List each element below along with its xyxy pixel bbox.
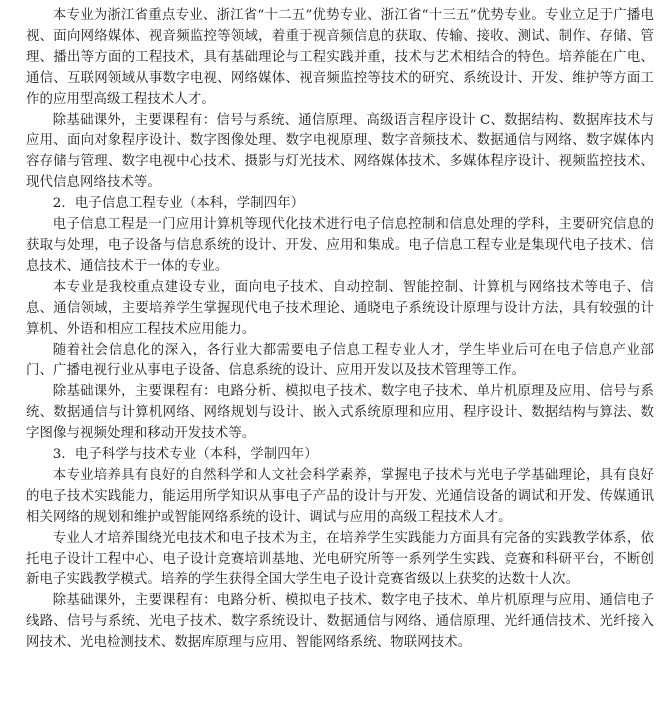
section-heading-electronic-info-eng: 2．电子信息工程专业（本科，学制四年） [52, 196, 305, 212]
paragraph-major-intro: 本专业为浙江省重点专业、浙江省“十二五”优势专业、浙江省“十三五”优势专业。专业立足于广播电视、面向网络媒体、视音频监控等领域，着重于视音频信息的获取、传输、接收、测试、制作、存储、管理、播出等方面的工程技术，具有基础理论与工程实践并重，技术与艺术相结合的特色。培养能在广电、通信、互联网领域从事数字电视、网络媒体、视音频监控等技术的研究、系统设计、开发、维护等方面工作的应用型高级工程技术人才。 [26, 8, 654, 107]
section-heading-electronic-sci-tech: 3．电子科学与技术专业（本科，学制四年） [52, 447, 318, 463]
paragraph-est-goal: 本专业培养具有良好的自然科学和人文社会科学素养，掌握电子技术与光电子学基础理论，具有良好的电子技术实践能力，能运用所学知识从事电子产品的设计与开发、光通信设备的调试和开发、传媒通讯相关网络的规划和维护或智能网络系统的设计、调试与应用的高级工程技术人才。 [26, 467, 654, 525]
paragraph-eie-definition: 电子信息工程是一门应用计算机等现代化技术进行电子信息控制和信息处理的学科，主要研究信息的获取与处理，电子设备与信息系统的设计、开发、应用和集成。电子信息工程专业是集现代电子技术、信息技术、通信技术于一体的专业。 [26, 217, 654, 274]
paragraph-courses-2: 除基础课外，主要课程有：电路分析、模拟电子技术、数字电子技术、单片机原理及应用、信号与系统、数据通信与计算机网络、网络规划与设计、嵌入式系统原理和应用、程序设计、数据结构与算法、数字图像与视频处理和移动开发技术等。 [26, 384, 654, 442]
paragraph-est-practice: 专业人才培养围绕光电技术和电子技术为主，在培养学生实践能力方面具有完备的实践教学体系，依托电子设计工程中心、电子设计竞赛培训基地、光电研究所等一系列学生实践、竞赛和科研平台，不断创新电子实践教学模式。培养的学生获得全国大学生电子设计竞赛省级以上获奖的达数十人次。 [26, 530, 654, 588]
paragraph-eie-focus: 本专业是我校重点建设专业，面向电子技术、自动控制、智能控制、计算机与网络技术等电子、信息、通信领域，主要培养学生掌握现代电子技术理论、通晓电子系统设计原理与设计方法，具有较强的计算机、外语和相应工程技术应用能力。 [26, 279, 654, 337]
document-body [26, 6, 654, 654]
paragraph-eie-careers: 随着社会信息化的深入，各行业大都需要电子信息工程专业人才，学生毕业后可在电子信息产业部门、广播电视行业从事电子设备、信息系统的设计、应用开发以及技术管理等工作。 [26, 342, 654, 379]
paragraph-courses-1: 除基础课外，主要课程有：信号与系统、通信原理、高级语言程序设计 C、数据结构、数据库技术与应用、面向对象程序设计、数字图像处理、数字电视原理、数字音频技术、数据通信与网络、数字媒体内容存储与管理、数字电视中心技术、摄影与灯光技术、网络媒体技术、多媒体程序设计、视频监控技术、现代信息网络技术等。 [26, 112, 654, 191]
paragraph-courses-3: 除基础课外，主要课程有：电路分析、模拟电子技术、数字电子技术、单片机原理与应用、通信电子线路、信号与系统、光电子技术、数字系统设计、数据通信与网络、通信原理、光纤通信技术、光纤接入网技术、光电检测技术、数据库原理与应用、智能网络系统、物联网技术。 [26, 593, 654, 651]
